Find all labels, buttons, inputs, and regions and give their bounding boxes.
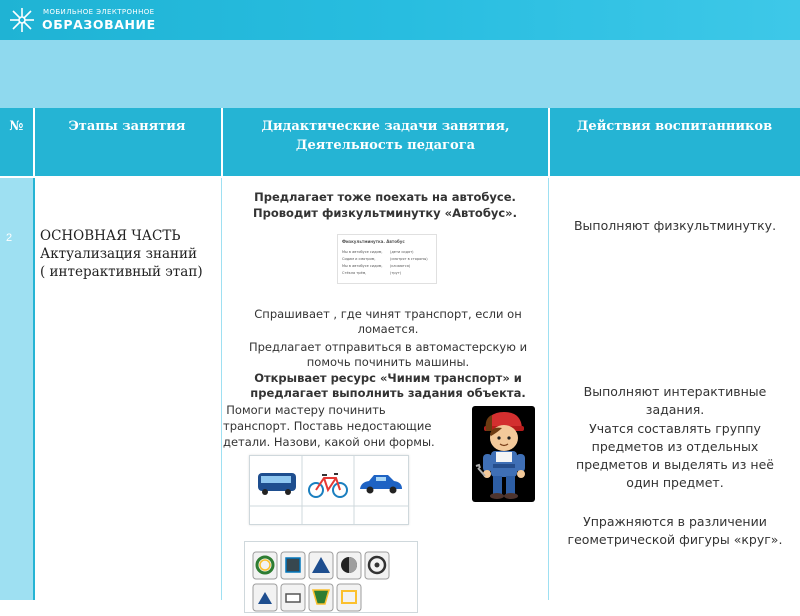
triangle-shape-icon[interactable]	[253, 584, 277, 611]
thumbnail-row: Сидим и смотрим,	[342, 257, 376, 261]
header-stages: Этапы занятия	[68, 119, 186, 134]
children-action-3d: один предмет.	[626, 475, 724, 490]
steering-wheel-icon[interactable]	[365, 552, 389, 579]
triangle-shape-icon[interactable]	[309, 552, 333, 579]
table-header	[0, 108, 800, 176]
car-icon[interactable]	[360, 475, 402, 494]
divider	[548, 176, 549, 600]
exercise-thumbnail	[337, 234, 437, 284]
square-shape-icon[interactable]	[281, 552, 305, 579]
mechanic-illustration	[472, 406, 535, 502]
stage-note: ( интерактивный этап)	[40, 264, 203, 280]
thumbnail-row: (дети сидят)	[390, 250, 414, 254]
children-action-4a: Упражняются в различении	[583, 514, 767, 529]
children-action-1: Выполняют физкультминутку.	[573, 218, 777, 233]
teacher-text-3b: помочь починить машины.	[306, 355, 470, 369]
teacher-text-1b: Проводит физкультминутку «Автобус».	[253, 206, 517, 220]
teacher-text-3a: Предлагает отправиться в автомастерскую и	[248, 340, 528, 354]
mechanic-icon	[472, 406, 535, 502]
header-actions: Действия воспитанников	[576, 119, 773, 134]
rectangle-outline-shape-icon[interactable]	[337, 584, 361, 611]
top-bar	[0, 0, 800, 40]
task-text-1: Помоги мастеру починить	[226, 403, 386, 417]
stage-title: ОСНОВНАЯ ЧАСТЬ	[40, 228, 181, 244]
teacher-text-4a: Открывает ресурс «Чиним транспорт» и	[254, 371, 522, 385]
divider	[0, 176, 800, 178]
header-tasks-line1: Дидактические задачи занятия,	[261, 119, 510, 134]
thumbnail-row: (смотрят в стороны)	[390, 257, 428, 261]
trapezoid-shape-icon[interactable]	[309, 584, 333, 611]
thumbnail-title: Физкультминутка. Автобус	[342, 239, 405, 244]
mesh-logo-icon	[8, 6, 36, 34]
children-action-2a: Выполняют интерактивные	[583, 384, 767, 399]
bicycle-icon[interactable]	[309, 474, 347, 497]
children-action-4b: геометрической фигуры «круг».	[567, 532, 783, 547]
row-number-cell	[0, 178, 33, 600]
children-action-3b: предметов из отдельных	[591, 439, 759, 454]
teacher-text-2b: ломается.	[357, 322, 419, 336]
vehicle-grid-graphic	[250, 456, 408, 524]
thumbnail-row: (качаются)	[390, 264, 411, 268]
half-circle-shape-icon[interactable]	[337, 552, 361, 579]
stage-cell	[40, 227, 230, 281]
logo-title: ОБРАЗОВАНИЕ	[42, 17, 156, 32]
logo-tagline: МОБИЛЬНОЕ ЭЛЕКТРОННОЕ	[43, 8, 155, 16]
shapes-panel	[244, 541, 418, 613]
thumbnail-row: Стёкла трём,	[342, 271, 367, 275]
thumbnail-row: Мы в автобусе сидим,	[342, 264, 383, 268]
teacher-text-1a: Предлагает тоже поехать на автобусе.	[254, 190, 516, 204]
header-num: №	[9, 119, 24, 134]
children-action-2b: задания.	[645, 402, 705, 417]
header-tasks-line2: Деятельность педагога	[295, 138, 476, 153]
ring-shape-icon[interactable]	[253, 552, 277, 579]
children-action-3a: Учатся составлять группу	[589, 421, 761, 436]
rectangle-shape-icon[interactable]	[281, 584, 305, 611]
bus-icon[interactable]	[258, 473, 296, 495]
row-number: 2	[6, 232, 13, 244]
teacher-text-2a: Спрашивает , где чинят транспорт, если он	[254, 307, 522, 321]
slide-title-band	[0, 40, 800, 108]
shapes-graphic	[245, 542, 417, 612]
divider	[33, 108, 35, 600]
children-action-3c: предметов и выделять из неё	[576, 457, 774, 472]
vehicle-task-grid[interactable]	[249, 455, 409, 525]
divider	[33, 108, 35, 176]
thumbnail-row: Мы в автобусе сидим,	[342, 250, 383, 254]
thumbnail-row: (трут)	[390, 271, 402, 275]
stage-subtitle: Актуализация знаний	[40, 246, 197, 262]
task-text-3: детали. Назови, какой они формы.	[223, 435, 435, 449]
task-text-2: транспорт. Поставь недостающие	[223, 419, 432, 433]
teacher-text-4b: предлагает выполнить задания объекта.	[250, 386, 526, 400]
